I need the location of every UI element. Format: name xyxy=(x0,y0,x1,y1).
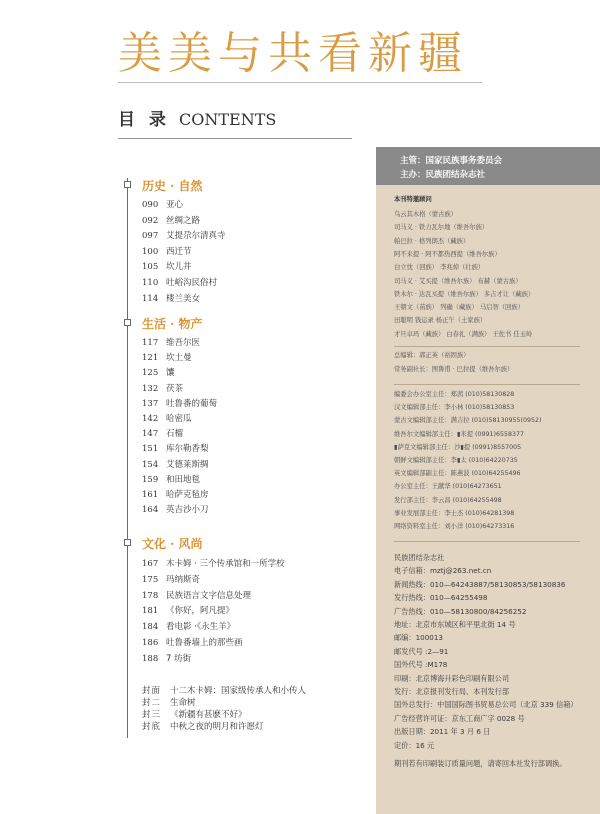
toc-entry-page: 132 xyxy=(142,383,159,394)
toc-heading-en: CONTENTS xyxy=(179,110,277,129)
section-title: 历史 · 自然 xyxy=(142,179,203,193)
publisher-info-line: 地址：北京市东城区和平里北街 14 号 xyxy=(394,620,516,629)
toc-entry-title: 茯茶 xyxy=(166,383,184,394)
toc-entry[interactable] xyxy=(142,400,217,409)
toc-entry-page: 175 xyxy=(142,574,159,585)
section-title: 文化 · 风尚 xyxy=(142,537,203,551)
advisor-line: 司马义 · 铁力瓦尔地（维吾尔族） xyxy=(394,224,489,232)
toc-entry-page: 137 xyxy=(142,398,159,409)
department-line: 编委会办公室主任：郑茜 (010)58130828 xyxy=(394,391,515,398)
toc-entry-page: 090 xyxy=(142,200,159,210)
toc-entry-title: 吐鲁番的葡萄 xyxy=(166,398,218,409)
toc-entry-page: 142 xyxy=(142,414,159,424)
cover-entry[interactable] xyxy=(142,723,264,732)
publisher-info-line: 发行：北京报刊发行局、本刊发行部 xyxy=(394,687,510,696)
advisors-title: 本刊特邀顾问 xyxy=(394,196,432,203)
toc-entry[interactable] xyxy=(142,576,200,585)
toc-entry[interactable] xyxy=(142,476,200,485)
toc-entry-page: 167 xyxy=(142,559,159,569)
publisher-info-line: 民族团结杂志社 xyxy=(394,553,445,562)
toc-entry[interactable] xyxy=(142,279,217,288)
toc-entry[interactable] xyxy=(142,263,192,272)
toc-entry-page: 186 xyxy=(142,638,159,648)
advisor-line: 司马义 · 艾买提（维吾尔族） 布赫（蒙古族） xyxy=(394,277,522,285)
quality-notice: 期刊若有印刷装订质量问题，请寄回本社发行部调换。 xyxy=(394,759,567,768)
toc-entry-title: 和田地毯 xyxy=(166,474,201,485)
toc-entry-title: 楼兰美女 xyxy=(166,293,201,304)
toc-entry[interactable] xyxy=(142,639,243,648)
section-marker-icon xyxy=(124,319,131,326)
title-divider xyxy=(118,82,482,83)
toc-entry[interactable] xyxy=(142,461,209,470)
toc-entry-title: 《你好，阿凡提》 xyxy=(166,606,235,617)
toc-entry[interactable] xyxy=(142,560,285,569)
toc-entry[interactable] xyxy=(142,295,200,304)
advisor-line: 帕巴拉 · 格列朗杰（藏族） xyxy=(394,237,470,245)
toc-entry[interactable] xyxy=(142,623,235,632)
toc-heading-cn: 目 录 xyxy=(118,110,170,130)
toc-entry-title: 7 坊街 xyxy=(166,653,192,664)
department-line: 英文编辑部副主任：陈燕波 (010)64255496 xyxy=(394,470,521,478)
toc-entry[interactable] xyxy=(142,354,192,363)
masthead-organizer: 主办：民族团结杂志社 xyxy=(400,170,486,180)
toc-entry[interactable] xyxy=(142,506,209,515)
toc-entry-page: 097 xyxy=(142,231,159,242)
masthead-sponsor: 主管：国家民族事务委员会 xyxy=(400,156,503,166)
toc-entry[interactable] xyxy=(142,385,183,394)
department-line: 汉文编辑部主任：李小林 (010)58130853 xyxy=(394,404,515,412)
toc-entry-page: 117 xyxy=(142,338,159,348)
toc-entry-title: 吐鲁番墙上的那些画 xyxy=(166,638,243,648)
department-line: 朝鲜文编辑部主任：李▮太 (010)64220735 xyxy=(394,457,518,464)
toc-entry[interactable] xyxy=(142,415,192,424)
toc-entry[interactable] xyxy=(142,201,183,210)
cover-entry-title: 生命树 xyxy=(170,698,196,708)
toc-entry-title: 看电影 ·《永生羊》 xyxy=(166,622,236,633)
department-line: 发行部主任：李云昌 (010)64255498 xyxy=(394,496,502,504)
toc-entry[interactable] xyxy=(142,217,200,226)
publisher-info-line: 出版日期：2011 年 3 月 6 日 xyxy=(394,727,491,737)
toc-entry-title: 哈萨克毡房 xyxy=(166,490,209,500)
toc-entry-title: 丝绸之路 xyxy=(166,215,201,226)
toc-entry-page: 184 xyxy=(142,622,159,633)
toc-entry-page: 164 xyxy=(142,505,159,516)
section-marker-icon xyxy=(124,181,131,188)
cover-entry-title: 中秋之夜的明月和许愿灯 xyxy=(170,722,264,732)
publisher-info-line: 印刷：北京博海升彩色印刷有限公司 xyxy=(394,673,510,683)
publisher-info-line: 国外总发行：中国国际图书贸易总公司（北京 339 信箱） xyxy=(394,700,578,710)
toc-entry[interactable] xyxy=(142,592,251,601)
publisher-info-line: 邮发代号 :2—91 xyxy=(394,646,449,656)
toc-heading xyxy=(118,112,276,129)
toc-entry-title: 坎儿井 xyxy=(166,262,192,273)
advisor-line: 田聪明 钱运录 杨正午（土家族） xyxy=(394,317,487,325)
toc-entry[interactable] xyxy=(142,232,226,241)
advisor-line: 铁木尔 · 达瓦买提（维吾尔族） 多吉才让（藏族） xyxy=(394,290,535,298)
toc-entry-page: 188 xyxy=(142,653,159,664)
advisor-line: 阿不来提 · 阿不都热西提（维吾尔族） xyxy=(394,250,501,258)
cover-entry-label: 封底 xyxy=(142,722,162,732)
toc-timeline xyxy=(127,178,128,738)
cover-entry-label: 封二 xyxy=(142,698,162,708)
toc-entry-page: 105 xyxy=(142,262,159,273)
toc-entry[interactable] xyxy=(142,655,191,664)
publisher-info-line: 定价：16 元 xyxy=(394,740,435,750)
publisher-info-line: 新闻热线：010—64243887/58130853/58130836 xyxy=(394,579,566,589)
toc-entry-page: 154 xyxy=(142,459,159,470)
editor-line: 总编辑：郭正英（裕固族） xyxy=(394,352,470,359)
toc-entry-page: 114 xyxy=(142,293,159,304)
toc-entry-page: 110 xyxy=(142,278,159,288)
toc-entry[interactable] xyxy=(142,369,175,378)
cover-entry[interactable] xyxy=(142,711,247,720)
cover-entry-title: 十二木卡姆：国家级传承人和小传人 xyxy=(170,686,307,696)
publisher-info-line: 国外代号 :M178 xyxy=(394,660,448,670)
toc-entry-page: 121 xyxy=(142,353,159,364)
toc-entry-title: 吐峪沟民俗村 xyxy=(166,278,218,288)
department-line: 办公室主任：王献华 (010)64273651 xyxy=(394,483,502,491)
advisor-line: 王朝文（苗族） 列确（藏族） 马启智（回族） xyxy=(394,304,524,312)
advisor-line: 白立忱（回族） 李兆焯（壮族） xyxy=(394,264,485,272)
department-line: 网络资料室主任：刘小洋 (010)64273316 xyxy=(394,523,515,530)
toc-entry-title: 库尔勒香梨 xyxy=(166,444,209,455)
editor-line: 常务副社长：图鲁甫 · 巴拉提（维吾尔族） xyxy=(394,366,514,373)
toc-entry-title: 馕 xyxy=(166,368,175,379)
toc-entry-title: 石榴 xyxy=(166,429,184,440)
toc-entry-page: 100 xyxy=(142,246,159,257)
toc-entry-title: 哈密瓜 xyxy=(166,414,192,424)
toc-entry-page: 125 xyxy=(142,368,159,379)
cover-entry-label: 封三 xyxy=(142,710,162,720)
department-line: 蒙古文编辑部主任：满吉拉 (010)58130955(0952) xyxy=(394,417,542,425)
publisher-info-line: 邮编：100013 xyxy=(394,633,444,643)
toc-entry-page: 159 xyxy=(142,474,159,485)
toc-entry-page: 161 xyxy=(142,490,159,500)
toc-entry-title: 艾德莱斯绸 xyxy=(166,459,209,470)
page-title: 美美与共看新疆 xyxy=(118,28,468,79)
toc-entry[interactable] xyxy=(142,339,200,348)
publisher-info-line: 电子信箱：mztj@263.net.cn xyxy=(394,566,492,576)
department-line: 事业发展部主任：李士杰 (010)64281398 xyxy=(394,509,515,517)
cover-entry-title: 《新疆有甚麽不好》 xyxy=(170,710,247,720)
panel-divider xyxy=(394,541,580,542)
publisher-info-line: 广告热线：010—58130800/84256252 xyxy=(394,606,527,616)
toc-entry-title: 西迁节 xyxy=(166,246,192,257)
cover-entry[interactable] xyxy=(142,687,306,696)
toc-entry-title: 艾提尕尔清真寺 xyxy=(166,231,226,242)
toc-entry-title: 维吾尔医 xyxy=(166,338,201,348)
cover-entry-label: 封面 xyxy=(142,686,162,696)
cover-entry[interactable] xyxy=(142,699,196,708)
toc-entry[interactable] xyxy=(142,607,234,616)
panel-divider xyxy=(394,346,580,347)
publisher-info-line: 发行热线：010—64255498 xyxy=(394,593,488,603)
toc-entry-title: 亚心 xyxy=(166,200,184,210)
toc-entry[interactable] xyxy=(142,491,209,500)
toc-entry-title: 民族语言文字信息处理 xyxy=(166,590,252,601)
toc-entry-title: 玛纳斯奇 xyxy=(166,574,201,585)
toc-entry[interactable] xyxy=(142,445,209,454)
toc-entry-title: 英吉沙小刀 xyxy=(166,505,209,516)
section-marker-icon xyxy=(124,539,131,546)
toc-entry-page: 147 xyxy=(142,429,159,440)
advisor-line: 才旦卓玛（藏族） 白春礼（满族） 王佐书 任玉岭 xyxy=(394,330,533,338)
advisor-line: 乌云其木格（蒙古族） xyxy=(394,211,457,218)
toc-entry[interactable] xyxy=(142,248,192,257)
department-line: 维吾尔文编辑部主任：▮米提 (0991)6558377 xyxy=(394,430,525,438)
toc-entry-title: 木卡姆 · 三个传承馆和一所学校 xyxy=(166,559,285,569)
toc-entry-title: 坎土曼 xyxy=(166,353,192,364)
toc-heading-divider xyxy=(118,138,352,139)
toc-entry-page: 151 xyxy=(142,444,159,455)
toc-entry[interactable] xyxy=(142,430,183,439)
masthead-band xyxy=(376,147,600,185)
toc-entry-page: 181 xyxy=(142,606,159,617)
department-line: ▮萨克文编辑部主任：沙▮提 (0991)8557005 xyxy=(394,443,522,451)
panel-divider xyxy=(394,384,580,385)
toc-entry-page: 178 xyxy=(142,590,159,601)
section-title: 生活 · 物产 xyxy=(142,317,203,331)
publisher-info-line: 广告经营许可证：京东工商广字 0028 号 xyxy=(394,713,525,723)
toc-entry-page: 092 xyxy=(142,215,159,226)
